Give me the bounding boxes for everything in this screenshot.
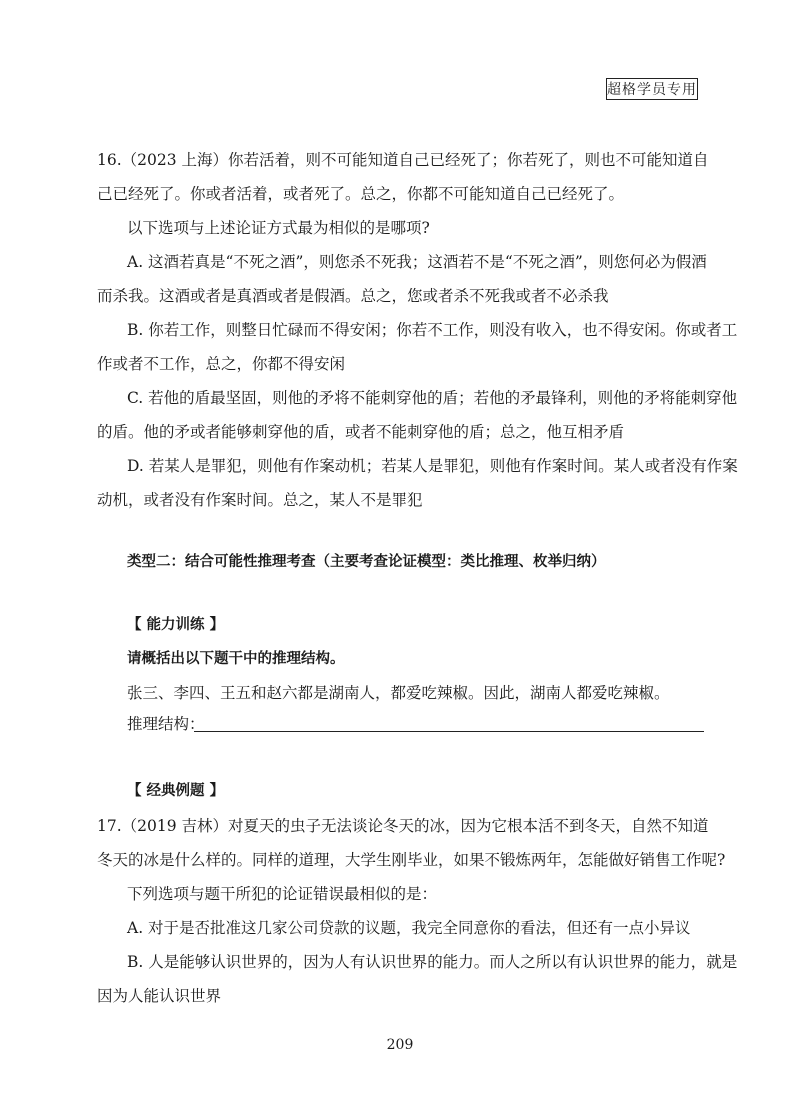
q16-option-d-line-2: 动机，或者没有作案时间。总之，某人不是罪犯 [97, 491, 423, 509]
reasoning-structure-label: 推理结构： [127, 715, 205, 733]
q16-prompt: 以下选项与上述论证方式最为相似的是哪项? [127, 219, 430, 237]
q17-stem-line-2: 冬天的冰是什么样的。同样的道理，大学生刚毕业，如果不锻炼两年，怎能做好销售工作呢? [97, 851, 726, 869]
q16-option-a-line-2: 而杀我。这酒或者是真酒或者是假酒。总之，您或者杀不死我或者不必杀我 [97, 287, 609, 305]
q16-option-b-line-1: B. 你若工作，则整日忙碌而不得安闲；你若不工作，则没有收入，也不得安闲。你或者工 [127, 321, 738, 339]
q16-stem-line-2: 己已经死了。你或者活着，或者死了。总之，你都不可能知道自己已经死了。 [97, 185, 625, 203]
q16-stem-line-1: 16.（2023 上海）你若活着，则不可能知道自己已经死了；你若死了，则也不可能知道自 [97, 151, 709, 169]
page-number: 209 [386, 1037, 414, 1053]
q16-option-c-line-1: C. 若他的盾最坚固，则他的矛将不能刺穿他的盾；若他的矛最锋利，则他的矛将能刺穿他 [127, 389, 738, 407]
q16-option-b-line-2: 作或者不工作，总之，你都不得安闲 [97, 355, 346, 373]
section-2-title: 类型二：结合可能性推理考查（主要考查论证模型：类比推理、枚举归纳） [127, 554, 606, 570]
training-text: 张三、李四、王五和赵六都是湖南人，都爱吃辣椒。因此，湖南人都爱吃辣椒。 [127, 684, 670, 702]
q17-option-b-line-2: 因为人能认识世界 [97, 987, 222, 1005]
q16-option-d-line-1: D. 若某人是罪犯，则他有作案动机；若某人是罪犯，则他有作案时间。某人或者没有作案 [127, 457, 738, 475]
q16-option-a-line-1: A. 这酒若真是“不死之酒”，则您杀不死我；这酒若不是“不死之酒”，则您何必为假酒 [127, 253, 707, 271]
training-heading: 【 能力训练 】 [127, 617, 225, 633]
q17-stem-line-1: 17.（2019 吉林）对夏天的虫子无法谈论冬天的冰，因为它根本活不到冬天，自然不知道 [97, 817, 709, 835]
q16-option-c-line-2: 的盾。他的矛或者能够刺穿他的盾，或者不能刺穿他的盾；总之，他互相矛盾 [97, 423, 625, 441]
q17-prompt: 下列选项与题干所犯的论证错误最相似的是： [127, 885, 438, 903]
example-heading: 【 经典例题 】 [127, 783, 225, 799]
training-instruction: 请概括出以下题干中的推理结构。 [127, 651, 345, 667]
q17-option-b-line-1: B. 人是能够认识世界的，因为人有认识世界的能力。而人之所以有认识世界的能力，就是 [127, 953, 738, 971]
student-only-badge: 超格学员专用 [606, 78, 698, 100]
q17-option-a: A. 对于是否批准这几家公司贷款的议题，我完全同意你的看法，但还有一点小异议 [127, 919, 691, 937]
reasoning-structure-blank[interactable] [194, 731, 704, 732]
